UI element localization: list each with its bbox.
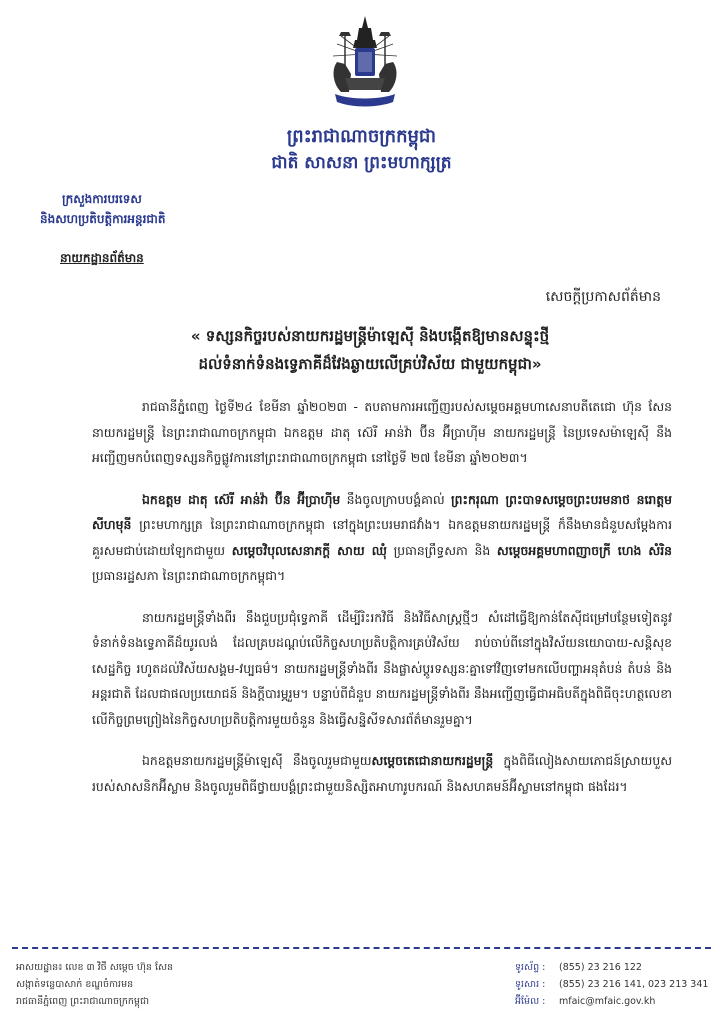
fax-label: ទូរសារ :: [515, 979, 546, 990]
royal-coat-of-arms-icon: [315, 14, 415, 114]
ministry-name: [40, 189, 165, 229]
p2-text-4: ប្រធានរដ្ឋសភា នៃព្រះរាជាណាចក្រកម្ពុជា។: [92, 568, 286, 583]
p4-text-1: ឯកឧត្តមនាយករដ្ឋមន្ត្រីម៉ាឡេស៊ី នឹងចូលរួមជាមួយ: [142, 753, 372, 768]
p2-text-2: ព្រះមហាក្សត្រ នៃព្រះរាជាណាចក្រកម្ពុជា នៅក្នុងព្រះបរមរាជវាំង។ ឯកឧត្តមនាយករដ្ឋមន្ត្រី ក៏នឹងមានជំនួបសម្តែងការគួរសមជាប់ដោយឡែកជាមួយ: [92, 517, 672, 558]
p2-text-3: ប្រធានព្រឹទ្ធសភា និង: [386, 542, 497, 558]
footer-contact: [515, 959, 708, 1010]
p2-text-1: នឹងចូលក្រាបបង្គំគាល់: [340, 491, 451, 507]
email-label: អ៊ីម៉ែល :: [515, 996, 546, 1007]
kingdom-title: ព្រះរាជាណាចក្រកម្ពុជា: [286, 126, 437, 147]
email-value[interactable]: mfaic@mfaic.gov.kh: [559, 996, 656, 1007]
contact-email: [515, 993, 708, 1010]
footer-address: [16, 959, 173, 1010]
paragraph-1: រាជធានីភ្នំពេញ ថ្ងៃទី២៤ ខែមីនា ឆ្នាំ២០២៣ - តបតាមការអញ្ជើញរបស់សម្តេចអគ្គមហាសេនាបតីតេជោ ហ៊ុន សែន នាយករដ្ឋមន្ត្រី នៃព្រះរាជាណាចក្រកម្ពុជា ឯកឧត្តម ដាតុ ស៊េរី អាន់វ៉ា ប៊ីន អ៊ីប្រាហ៊ីម នាយករដ្ឋមន្ត្រី នៃប្រទេសម៉ាឡេស៊ី នឹងអញ្ជើញមកបំពេញទស្សនកិច្ចផ្លូវការនៅព្រះរាជាណាចក្រកម្ពុជា នៅថ្ងៃទី ២៧ ខែមីនា ឆ្នាំ២០២៣។: [92, 399, 672, 465]
fax-value: (855) 23 216 141, 023 213 341: [559, 979, 709, 990]
address-line-3: រាជធានីភ្នំពេញ ព្រះរាជាណាចក្រកម្ពុជា: [16, 996, 149, 1007]
p2-bold-4: សម្តេចអគ្គមហាពញាចក្រី ហេង សំរិន: [496, 542, 673, 558]
national-motto: ជាតិ សាសនា ព្រះមហាក្សត្រ: [271, 153, 452, 173]
address-line-2: សង្កាត់ទន្លេបាសាក់ ខណ្ឌចំការមន: [16, 979, 134, 990]
contact-fax: [515, 976, 708, 993]
paragraph-2: [92, 487, 672, 589]
department-name: នាយកដ្ឋានព័ត៌មាន: [60, 251, 144, 265]
letter-footer: [0, 947, 723, 1024]
p4-text-2: ក្នុងពិធីលៀងសាយភោជន៍ស្រាយបួសរបស់សាសនិកអ៊ីស្លាម និងចូលរួមពិធីថ្វាយបង្គំព្រះជាមួយនិស្សិតអាហារូបករណ៍ និងសហគមន៍អ៊ីស្លាមនៅកម្ពុជា ផងដែរ។: [92, 753, 672, 794]
footer-divider: [12, 947, 711, 949]
address-line-1: អាសយដ្ឋាន៖ លេខ ៣ វិថី សម្តេច ហ៊ុន សែន: [16, 962, 174, 973]
title-line-2: ដល់ទំនាក់ទំនងទ្វេភាគីដ៏វែងឆ្ងាយលើគ្រប់វិស័យ ជាមួយកម្ពុជា»: [198, 355, 542, 373]
contact-telephone: [515, 959, 708, 976]
p2-bold-2: ព្រះករុណា ព្រះបាទសម្តេចព្រះបរមនាថ នរោត្តម សីហមុនី: [92, 491, 673, 532]
press-release-body: [92, 394, 672, 815]
telephone-label: ទូរស័ព្ទ :: [515, 962, 546, 973]
ministry-line-2: និងសហប្រតិបត្តិការអន្តរជាតិ: [40, 212, 166, 226]
p2-bold-3: សម្តេចវិបុលសេនាភក្តី សាយ ឈុំ: [231, 542, 387, 558]
ministry-line-1: ក្រសួងការបរទេស: [62, 192, 142, 206]
document-type: សេចក្តីប្រកាសព័ត៌មាន: [545, 289, 661, 305]
press-release-title: [70, 322, 670, 378]
p2-bold-1: ឯកឧត្តម ដាតុ ស៊េរី អាន់វ៉ា ប៊ីន អ៊ីប្រាហ៊ីម: [142, 491, 341, 507]
title-line-1: « ទស្សនកិច្ចរបស់នាយករដ្ឋមន្ត្រីម៉ាឡេស៊ី និងបង្កើតឱ្យមានសន្ទុះថ្មី: [190, 327, 550, 345]
paragraph-4: [92, 748, 672, 799]
paragraph-3: នាយករដ្ឋមន្ត្រីទាំងពីរ នឹងជួបប្រជុំទ្វេភាគី ដើម្បីរិះរកវិធី និងវិធីសាស្ត្រថ្មីៗ សំដៅធ្វើឱ្យកាន់តែស៊ីជម្រៅបន្ថែមទៀតនូវទំនាក់ទំនងទ្វេភាគីដ៏យូរលង់ ដែលគ្របដណ្តប់លើកិច្ចសហប្រតិបត្តិការគ្រប់វិស័យ រាប់ចាប់ពីនៅក្នុងវិស័យនយោបាយ-សន្តិសុខ សេដ្ឋកិច្ច រហូតដល់វិស័យសង្គម-វប្បធម៌។ នាយករដ្ឋមន្ត្រីទាំងពីរ នឹងផ្លាស់ប្តូរទស្សនៈគ្នាទៅវិញទៅមកលើបញ្ហាអនុតំបន់ តំបន់ និងអន្តរជាតិ ដែលជាផលប្រយោជន៍ និងក្តីបារម្ភរួម។ បន្ទាប់ពីជំនួប នាយករដ្ឋមន្ត្រីទាំងពីរ នឹងអញ្ជើញធ្វើជាអធិបតីក្នុងពិធីចុះហត្ថលេខាលើកិច្ចព្រមព្រៀងនៃកិច្ចសហប្រតិបត្តិការមួយចំនួន និងធ្វើសន្និសីទសារព័ត៌មានរួមគ្នា។: [92, 609, 672, 727]
telephone-value: (855) 23 216 122: [559, 962, 642, 973]
p4-bold-1: សម្តេចតេជោនាយករដ្ឋមន្ត្រី: [371, 753, 494, 768]
